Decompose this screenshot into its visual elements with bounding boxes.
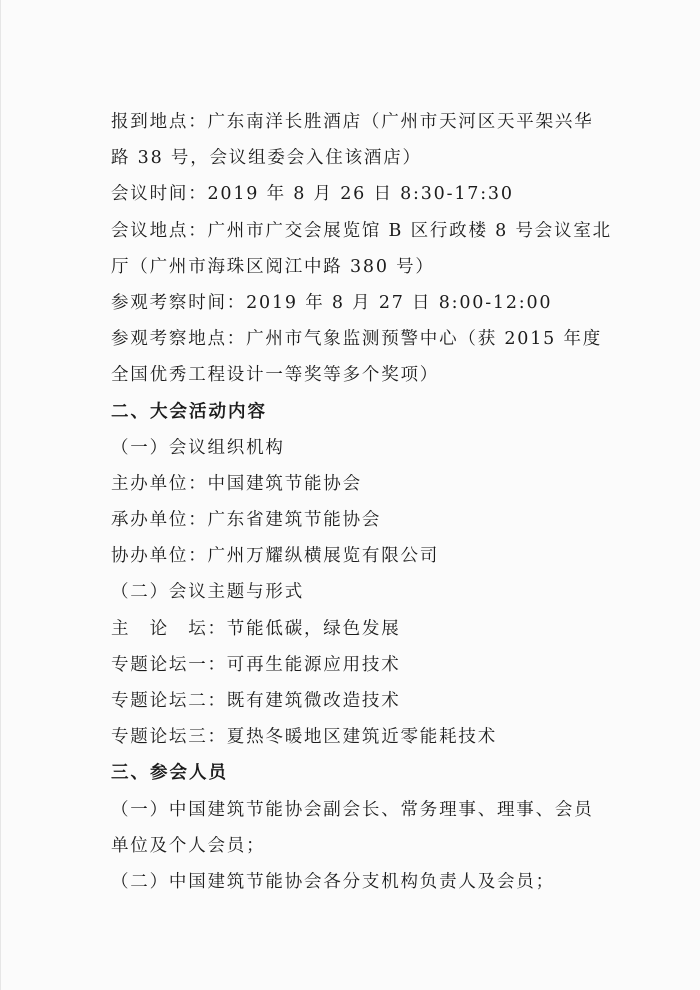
text-line: 会议地点：广州市广交会展览馆 B 区行政楼 8 号会议室北 [111, 220, 612, 241]
text-line: 参观考察地点：广州市气象监测预警中心（获 2015 年度 [111, 329, 603, 350]
text-line: （一）中国建筑节能协会副会长、常务理事、理事、会员 [111, 799, 594, 820]
section-heading: 二、大会活动内容 [111, 401, 267, 422]
text-line: 承办单位：广东省建筑节能协会 [111, 510, 382, 531]
subsection-heading: （一）会议组织机构 [111, 437, 285, 458]
text-line: 路 38 号，会议组委会入住该酒店） [111, 148, 422, 169]
section-heading: 三、参会人员 [111, 763, 228, 784]
text-line: 协办单位：广州万耀纵横展览有限公司 [111, 546, 440, 567]
subsection-heading: （二）会议主题与形式 [111, 582, 304, 603]
text-line: 主办单位：中国建筑节能协会 [111, 473, 362, 494]
text-line: 专题论坛二：既有建筑微改造技术 [111, 691, 401, 711]
text-line: 厅（广州市海珠区阅江中路 380 号） [111, 256, 435, 277]
document-body [111, 104, 612, 900]
text-line: 单位及个人会员； [111, 835, 266, 856]
text-line: 会议时间：2019 年 8 月 26 日 8:30-17:30 [111, 184, 514, 205]
text-line: 主 论 坛：节能低碳，绿色发展 [111, 618, 401, 639]
text-line: 专题论坛一：可再生能源应用技术 [111, 654, 401, 675]
text-line: 全国优秀工程设计一等奖等多个奖项） [111, 365, 440, 386]
text-line: 报到地点：广东南洋长胜酒店（广州市天河区天平架兴华 [111, 112, 594, 132]
text-line: （二）中国建筑节能协会各分支机构负责人及会员； [111, 871, 555, 892]
text-line: 专题论坛三：夏热冬暖地区建筑近零能耗技术 [111, 727, 497, 748]
text-line: 参观考察时间：2019 年 8 月 27 日 8:00-12:00 [111, 292, 553, 313]
